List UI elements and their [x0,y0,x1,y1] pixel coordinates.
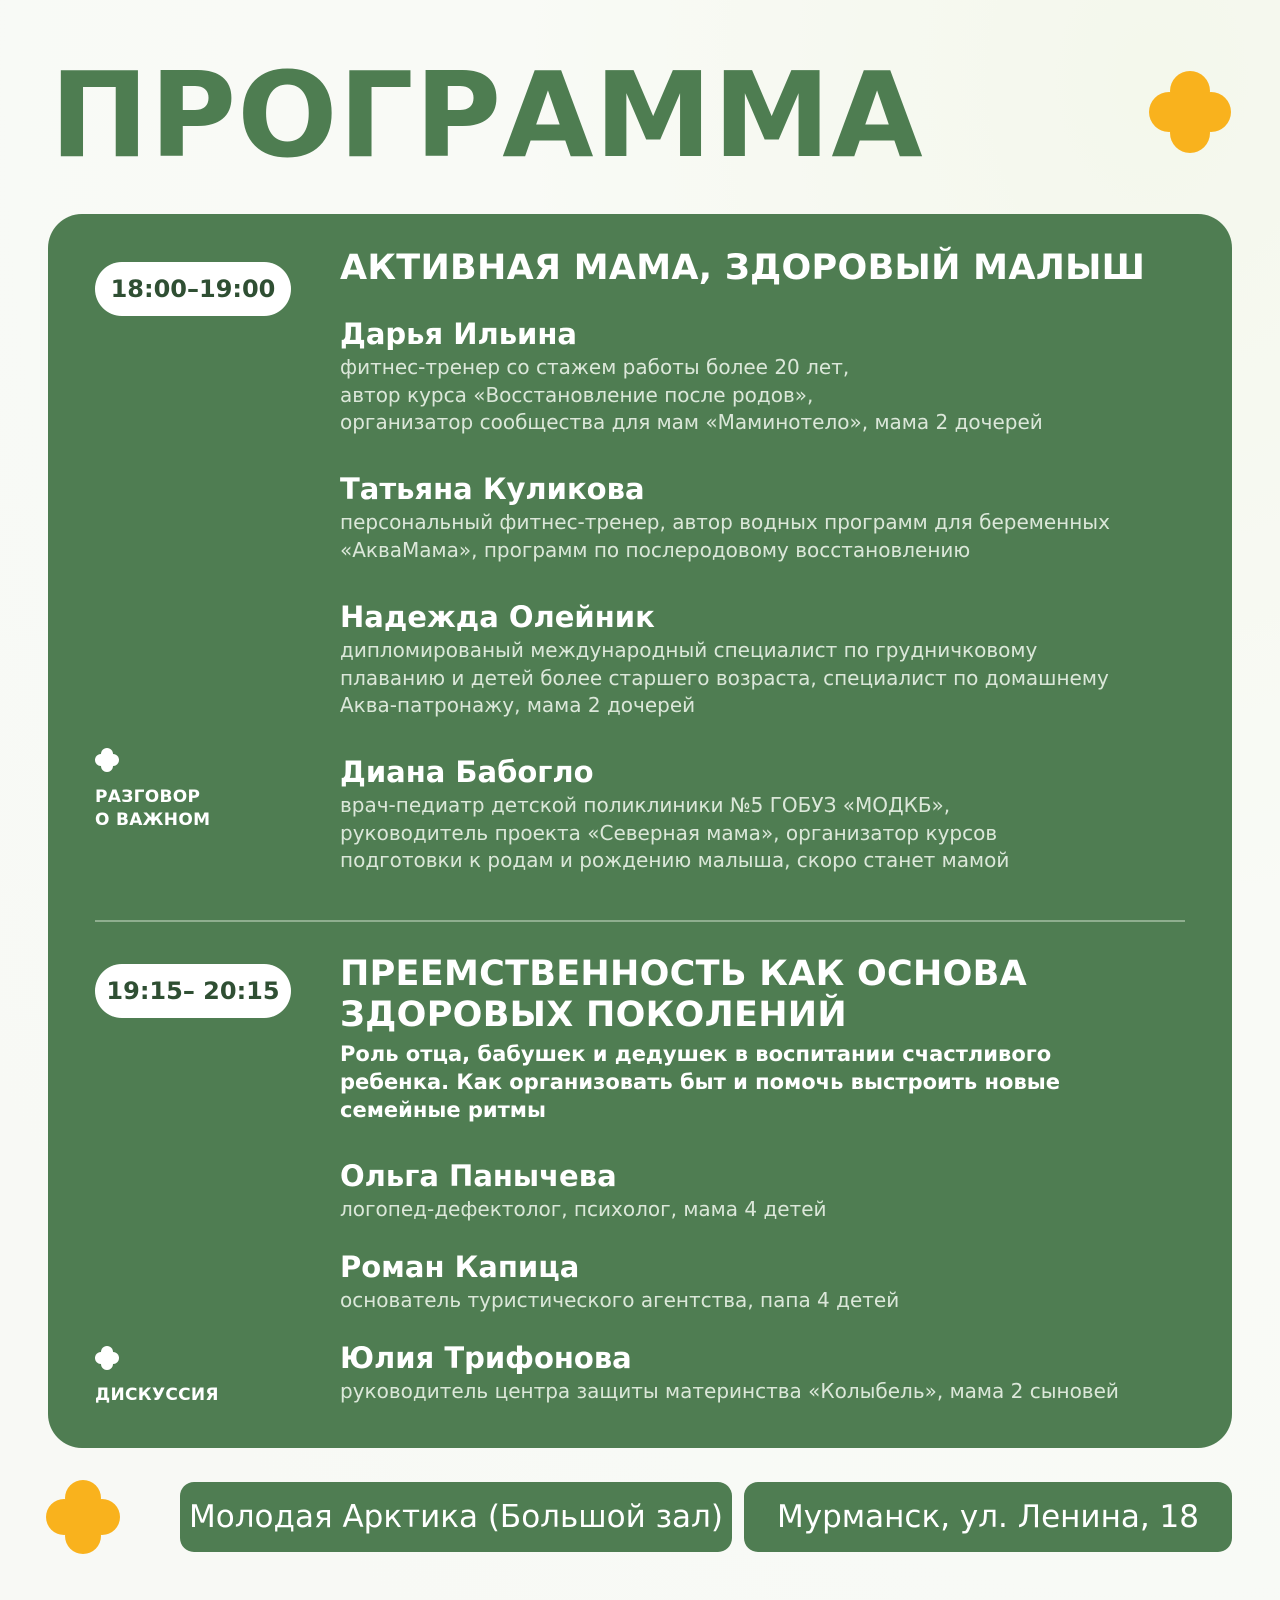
session-title: АКТИВНАЯ МАМА, ЗДОРОВЫЙ МАЛЫШ [340,248,1146,288]
speaker-name: Ольга Панычева [340,1159,617,1193]
speaker-name: Надежда Олейник [340,600,655,634]
speaker-name: Дарья Ильина [340,317,577,351]
speaker-name: Роман Капица [340,1250,580,1284]
speaker-name: Диана Бабогло [340,755,594,789]
clover-icon [95,748,119,776]
session-time-badge: 19:15– 20:15 [95,964,291,1018]
speaker-name: Татьяна Куликова [340,472,645,506]
speaker [340,754,1210,875]
speaker [340,599,1210,720]
speaker [340,1340,1210,1406]
session-title: ПРЕЕМСТВЕННОСТЬ КАК ОСНОВА ЗДОРОВЫХ ПОКОЛЕНИЙ [340,954,1028,1035]
speaker-description: фитнес-тренер со стажем работы более 20 лет, автор курса «Восстановление после родов», организатор сообщества для мам «Маминотело», мама 2 дочерей [340,355,1043,434]
clover-icon [46,1480,120,1554]
speaker-description: основатель туристического агентства, папа 4 детей [340,1288,900,1312]
venue-badge: Молодая Арктика (Большой зал) [180,1482,732,1552]
session-format-label: РАЗГОВОР О ВАЖНОМ [95,787,211,830]
speaker-description: логопед-дефектолог, психолог, мама 4 детей [340,1197,827,1221]
section-divider [95,920,1185,922]
speaker [340,316,1210,437]
session-format-label: ДИСКУССИЯ [95,1385,219,1405]
session-time-badge: 18:00–19:00 [95,262,291,316]
program-card [48,214,1232,1448]
speaker [340,1158,1210,1224]
page-title: ПРОГРАММА [50,46,924,184]
speaker-description: врач-педиатр детской поликлиники №5 ГОБУЗ «МОДКБ», руководитель проекта «Северная мама», организатор курсов подготовки к родам и рождению малыша, скоро станет мамой [340,793,1010,872]
speaker [340,1249,1210,1315]
speaker-description: руководитель центра защиты материнства «Колыбель», мама 2 сыновей [340,1379,1119,1403]
speaker [340,471,1210,564]
speaker-description: дипломированый международный специалист по грудничковому плаванию и детей более старшего возраста, специалист по домашнему Аква-патронажу, мама 2 дочерей [340,638,1109,717]
speaker-description: персональный фитнес-тренер, автор водных программ для беременных «АкваМама», программ по послеродовому восстановлению [340,510,1110,562]
clover-icon [95,1346,119,1374]
address-badge: Мурманск, ул. Ленина, 18 [744,1482,1232,1552]
speaker-name: Юлия Трифонова [340,1341,632,1375]
session-tagline: Роль отца, бабушек и дедушек в воспитании счастливого ребенка. Как организовать быт и помочь выстроить новые семейные ритмы [340,1042,1060,1122]
clover-icon [1148,70,1232,154]
